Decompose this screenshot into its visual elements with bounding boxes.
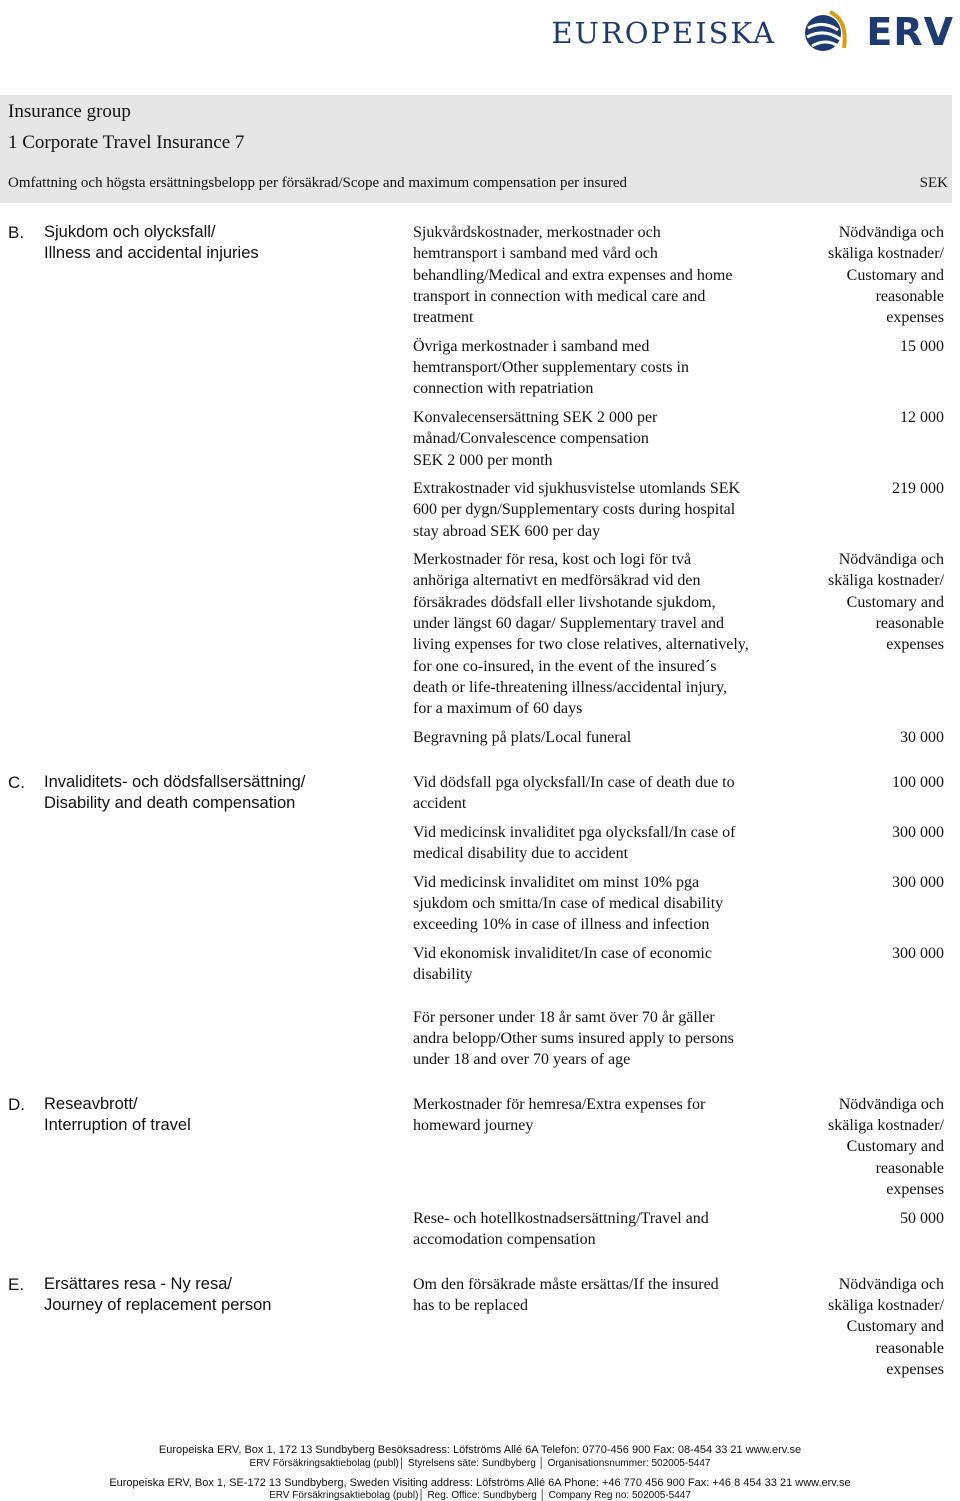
c-note: andra belopp/Other sums insured apply to persons xyxy=(413,1030,734,1047)
section-e-title: Ersättares resa - Ny resa/ xyxy=(44,1275,232,1293)
section-d-title: Reseavbrott/ xyxy=(44,1095,138,1113)
b-item-5-amount: reasonable xyxy=(875,615,944,632)
e-item-1-amount: Customary and xyxy=(846,1318,944,1335)
b-item-5-desc: for one co-insured, in the event of the insured´s xyxy=(413,658,717,675)
logo-brand-text: EUROPEISKA xyxy=(551,16,776,50)
section-d-title-en: Interruption of travel xyxy=(44,1116,191,1134)
b-item-3-desc: SEK 2 000 per month xyxy=(413,452,553,469)
e-item-1-amount: expenses xyxy=(886,1361,944,1378)
b-item-1-desc: behandling/Medical and extra expenses and home xyxy=(413,267,733,284)
b-item-5-desc: försäkrades dödsfall eller livshotande sjukdom, xyxy=(413,594,716,611)
e-item-1-desc: Om den försäkrade måste ersättas/If the insured xyxy=(413,1276,719,1293)
b-item-5-amount: Nödvändiga och xyxy=(838,551,944,568)
b-item-4-amount: 219 000 xyxy=(892,480,944,497)
b-item-2-amount: 15 000 xyxy=(900,338,944,355)
d-item-2-desc: Rese- och hotellkostnadsersättning/Travel and xyxy=(413,1210,709,1227)
e-item-1-amount: skäliga kostnader/ xyxy=(828,1297,944,1314)
company-logo xyxy=(551,2,956,58)
b-item-1-amount: reasonable xyxy=(875,288,944,305)
section-c-title: Invaliditets- och dödsfallsersättning/ xyxy=(44,773,306,791)
e-item-1-desc: has to be replaced xyxy=(413,1297,529,1314)
c-item-3-desc: Vid medicinsk invaliditet om minst 10% pga xyxy=(413,874,700,891)
b-item-1-amount: skäliga kostnader/ xyxy=(828,245,944,262)
e-item-1-amount: Nödvändiga och xyxy=(838,1276,944,1293)
d-item-1-desc: Merkostnader för hemresa/Extra expenses for xyxy=(413,1096,706,1113)
header-insurance-group: Insurance group xyxy=(8,101,131,122)
section-b-title-en: Illness and accidental injuries xyxy=(44,244,259,262)
b-item-2-desc: connection with repatriation xyxy=(413,380,594,397)
c-item-3-desc: exceeding 10% in case of illness and infection xyxy=(413,916,710,933)
d-item-1-amount: expenses xyxy=(886,1181,944,1198)
c-note: under 18 and over 70 years of age xyxy=(413,1051,631,1068)
section-e-title-en: Journey of replacement person xyxy=(44,1296,272,1314)
b-item-1-amount: Nödvändiga och xyxy=(838,224,944,241)
b-item-5-desc: for a maximum of 60 days xyxy=(413,700,583,717)
d-item-1-amount: Customary and xyxy=(846,1138,944,1155)
b-item-2-desc: hemtransport/Other supplementary costs in xyxy=(413,359,689,376)
c-item-4-amount: 300 000 xyxy=(892,945,944,962)
c-item-2-desc: Vid medicinsk invaliditet pga olycksfall/In case of xyxy=(413,824,736,841)
b-item-5-desc: living expenses for two close relatives, alternatively, xyxy=(413,636,749,653)
c-item-4-desc: Vid ekonomisk invaliditet/In case of economic xyxy=(413,945,712,962)
d-item-1-desc: homeward journey xyxy=(413,1117,534,1134)
footer-address-en: Europeiska ERV, Box 1, SE-172 13 Sundbyberg, Sweden Visiting address: Löfströms Allé 6A Phone: +46 770 456 900 Fax: +46 8 454 33 21 www.erv.se xyxy=(109,1477,851,1489)
e-item-1-amount: reasonable xyxy=(875,1340,944,1357)
d-item-2-amount: 50 000 xyxy=(900,1210,944,1227)
b-item-1-amount: Customary and xyxy=(846,267,944,284)
b-item-5-desc: Merkostnader för resa, kost och logi för två xyxy=(413,551,692,568)
b-item-1-amount: expenses xyxy=(886,309,944,326)
b-item-6-desc: Begravning på plats/Local funeral xyxy=(413,729,632,746)
b-item-5-desc: anhöriga alternativt en medförsäkrad vid den xyxy=(413,572,701,589)
c-item-2-desc: medical disability due to accident xyxy=(413,845,629,862)
b-item-4-desc: 600 per dygn/Supplementary costs during hospital xyxy=(413,501,736,518)
b-item-6-amount: 30 000 xyxy=(900,729,944,746)
c-item-2-amount: 300 000 xyxy=(892,824,944,841)
c-item-1-desc: Vid dödsfall pga olycksfall/In case of death due to xyxy=(413,774,735,791)
section-c-title-en: Disability and death compensation xyxy=(44,794,296,812)
section-e-letter: E. xyxy=(8,1275,25,1294)
b-item-1-desc: hemtransport i samband med vård och xyxy=(413,245,658,262)
header-scope-label: Omfattning och högsta ersättningsbelopp per försäkrad/Scope and maximum compensation per insured xyxy=(8,175,628,191)
c-item-1-amount: 100 000 xyxy=(892,774,944,791)
logo-erv-text: ERV xyxy=(866,10,954,54)
footer-company-en: ERV Försäkringsaktiebolag (publ)│ Reg. Office: Sundbyberg │ Company Reg no: 502005-5447 xyxy=(269,1490,691,1501)
b-item-3-desc: Konvalecensersättning SEK 2 000 per xyxy=(413,409,658,426)
b-item-5-amount: expenses xyxy=(886,636,944,653)
c-item-3-desc: sjukdom och smitta/In case of medical disability xyxy=(413,895,724,912)
b-item-5-desc: under längst 60 dagar/ Supplementary travel and xyxy=(413,615,725,632)
d-item-1-amount: reasonable xyxy=(875,1160,944,1177)
b-item-3-desc: månad/Convalescence compensation xyxy=(413,430,649,447)
globe-logo-icon xyxy=(800,8,850,58)
section-b-title: Sjukdom och olycksfall/ xyxy=(44,223,216,241)
footer-address-sv: Europeiska ERV, Box 1, 172 13 Sundbyberg Besöksadress: Löfströms Allé 6A Telefon: 0770-456 900 Fax: 08-454 33 21 www.erv.se xyxy=(158,1444,802,1456)
b-item-4-desc: Extrakostnader vid sjukhusvistelse utomlands SEK xyxy=(413,480,741,497)
section-d-letter: D. xyxy=(8,1095,25,1114)
b-item-5-desc: death or life-threatening illness/accidental injury, xyxy=(413,679,727,696)
section-b-letter: B. xyxy=(8,223,25,242)
d-item-2-desc: accomodation compensation xyxy=(413,1231,596,1248)
d-item-1-amount: Nödvändiga och xyxy=(838,1096,944,1113)
section-c-letter: C. xyxy=(8,773,25,792)
b-item-1-desc: transport in connection with medical care and xyxy=(413,288,706,305)
b-item-3-amount: 12 000 xyxy=(900,409,944,426)
b-item-4-desc: stay abroad SEK 600 per day xyxy=(413,523,601,540)
header-currency: SEK xyxy=(919,175,948,191)
c-item-3-amount: 300 000 xyxy=(892,874,944,891)
c-item-4-desc: disability xyxy=(413,966,473,983)
b-item-2-desc: Övriga merkostnader i samband med xyxy=(413,338,650,355)
b-item-5-amount: Customary and xyxy=(846,594,944,611)
b-item-5-amount: skäliga kostnader/ xyxy=(828,572,944,589)
b-item-1-desc: Sjukvårdskostnader, merkostnader och xyxy=(413,224,661,241)
d-item-1-amount: skäliga kostnader/ xyxy=(828,1117,944,1134)
c-item-1-desc: accident xyxy=(413,795,467,812)
footer-company-sv: ERV Försäkringsaktiebolag (publ)│ Styrelsens säte: Sundbyberg │ Organisationsnummer: 502005-5447 xyxy=(249,1458,711,1469)
c-note: För personer under 18 år samt över 70 år gäller xyxy=(413,1009,715,1026)
header-product-title: 1 Corporate Travel Insurance 7 xyxy=(8,132,245,153)
b-item-1-desc: treatment xyxy=(413,309,474,326)
